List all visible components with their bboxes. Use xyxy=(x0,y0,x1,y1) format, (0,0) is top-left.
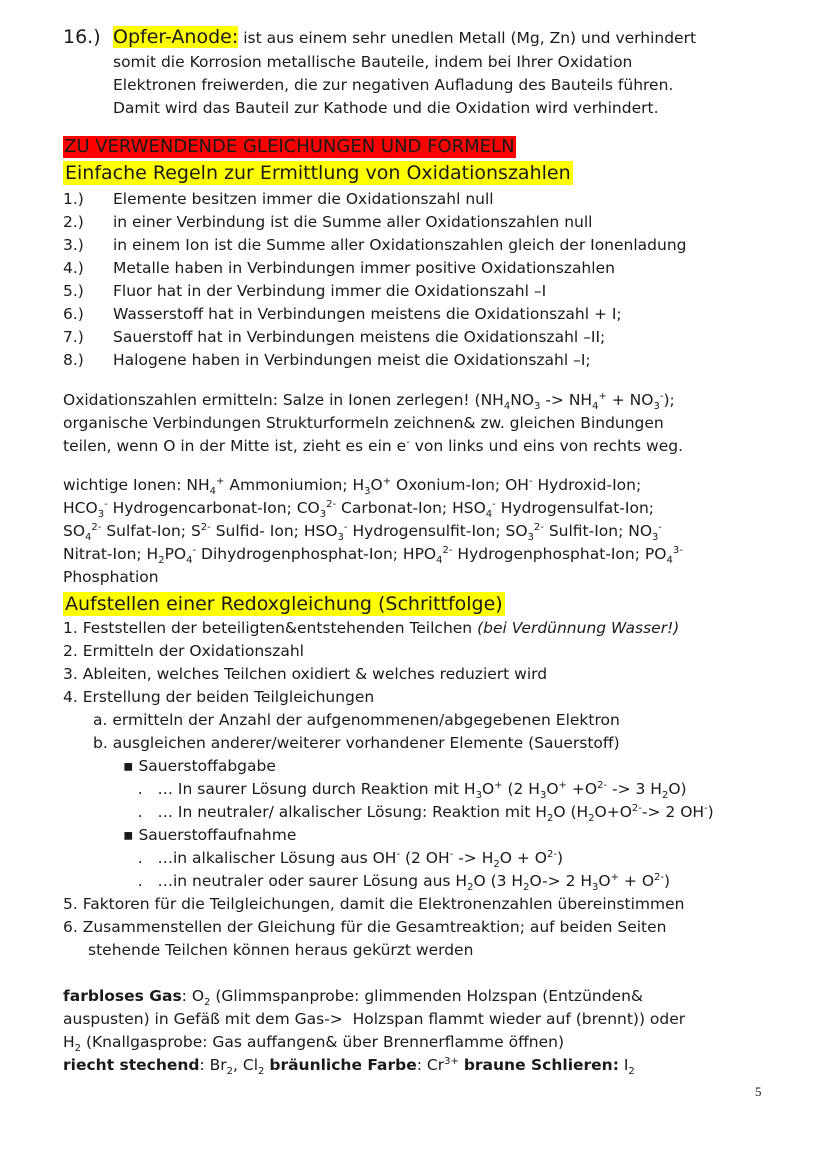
oxidation-paragraph: Oxidationszahlen ermitteln: Salze in Ionen zerlegen! $(NH_4NO_3 -> NH_4^+ + NO_3^-)$; organische Verbindungen Strukturformeln zeichnen& zw. gleichen Bindungen teilen, wenn O in der Mitte ist, zieht es ein e- von links und eins von rechts weg. xyxy=(63,390,684,455)
gas-notes: farbloses Gas: $O_2$ (Glimmspanprobe: glimmenden Holzspan (Entzünden& auspusten) in Gefäß mit dem Gas-> Holzspan flammt wieder auf (brennt)) oder $H_2$ (Knallgasprobe: Gas auffangen& über Brennerflamme öffnen) riecht stechend: $Br_2$, $Cl_2$ bräunliche Farbe: $Cr^{3+}$ braune Schlieren: $I_2$ xyxy=(63,987,686,1078)
rules-list xyxy=(63,188,783,372)
item-number: 16.) xyxy=(63,26,101,48)
rule-item: 8.) Halogene haben in Verbindungen meist die Oxidationszahl –I; xyxy=(63,351,591,369)
p16-line-4: Damit wird das Bauteil zur Kathode und die Oxidation wird verhindert. xyxy=(113,99,659,117)
rule-item: 1.) Elemente besitzen immer die Oxidationszahl null xyxy=(63,190,494,208)
rule-item: 4.) Metalle haben in Verbindungen immer positive Oxidationszahlen xyxy=(63,259,615,277)
term-opfer-anode: Opfer-Anode: xyxy=(113,26,239,48)
p16-line-1: ist aus einem sehr unedlen Metall (Mg, Zn) und verhindert xyxy=(243,29,697,47)
heading-formulas: ZU VERWENDENDE GLEICHUNGEN UND FORMELN xyxy=(64,136,515,157)
rule-item: 7.) Sauerstoff hat in Verbindungen meistens die Oxidationszahl –II; xyxy=(63,328,606,346)
section-16 xyxy=(63,24,783,120)
p16-line-3: Elektronen freiwerden, die zur negativen Aufladung des Bauteils führen. xyxy=(113,76,674,94)
p16-line-2: somit die Korrosion metallische Bauteile, indem bei Ihrer Oxidation xyxy=(113,53,633,71)
rule-item: 3.) in einem Ion ist die Summe aller Oxidationszahlen gleich der Ionenladung xyxy=(63,236,687,254)
rule-item: 5.) Fluor hat in der Verbindung immer die Oxidationszahl –I xyxy=(63,282,547,300)
heading-oxidation-rules: Einfache Regeln zur Ermittlung von Oxidationszahlen xyxy=(65,162,571,184)
rule-item: 2.) in einer Verbindung ist die Summe aller Oxidationszahlen null xyxy=(63,213,593,231)
important-ions: wichtige Ionen: $NH_4^+$ Ammoniumion; $H_3O^+$ Oxonium-Ion; OH- Hydroxid-Ion; $HCO_3^-$ Hydrogencarbonat-Ion; $CO_3^{2-}$ Carbonat-Ion; $HSO_4^-$ Hydrogensulfat-Ion; $SO_4^{2-}$ Sulfat-Ion; $S^{2-}$ Sulfid- Ion; $HSO_3^-$ Hydrogensulfit-Ion; $SO_3^{2-}$ Sulfit-Ion; $NO_3^-$ Nitrat-Ion; $H_2PO_4^-$ Dihydrogenphosphat-Ion; $HPO_4^{2-}$ Hydrogenphosphat-Ion; $PO_4^{3-}$ Phosphation xyxy=(63,475,683,586)
redox-steps: 1. Feststellen der beteiligten&entstehenden Teilchen (bei Verdünnung Wasser!) 2. Ermitteln der Oxidationszahl 3. Ableiten, welches Teilchen oxidiert & welches reduziert wird 4. Erstellung der beiden Teilgleichungen a. ermitteln der Anzahl der aufgenommenen/abgegebenen Elektron b. ausgleichen anderer/weiterer vorhandener Elemente (Sauerstoff) ▪ Sauerstoffabgabe . … In saurer Lösung durch Reaktion mit $H_3O^+$ (2 $H_3O^+ +O^{2-} -> 3$ $H_2O$) . … In neutraler/ alkalischer Lösung: Reaktion mit $H_2O$ ($H_2O+O^{2-}-> 2$ OH-) ▪ Sauerstoffaufnahme . …in alkalischer Lösung aus OH- (2 $OH^- -> H_2O + O^{2-}$) . …in neutraler oder saurer Lösung aus $H_2O$ (3 $H_2O-> 2$ $H_3O^+ + O^{2-}$) 5. Faktoren für die Teilgleichungen, damit die Elektronenzahlen übereinstimmen 6. Zusammenstellen der Gleichung für die Gesamtreaktion; auf beiden Seiten stehende Teilchen können heraus gekürzt werden xyxy=(63,619,714,959)
heading-redox: Aufstellen einer Redoxgleichung (Schrittfolge) xyxy=(65,593,503,615)
rule-item: 6.) Wasserstoff hat in Verbindungen meistens die Oxidationszahl + I; xyxy=(63,305,622,323)
page-number: 5 xyxy=(755,1084,762,1099)
